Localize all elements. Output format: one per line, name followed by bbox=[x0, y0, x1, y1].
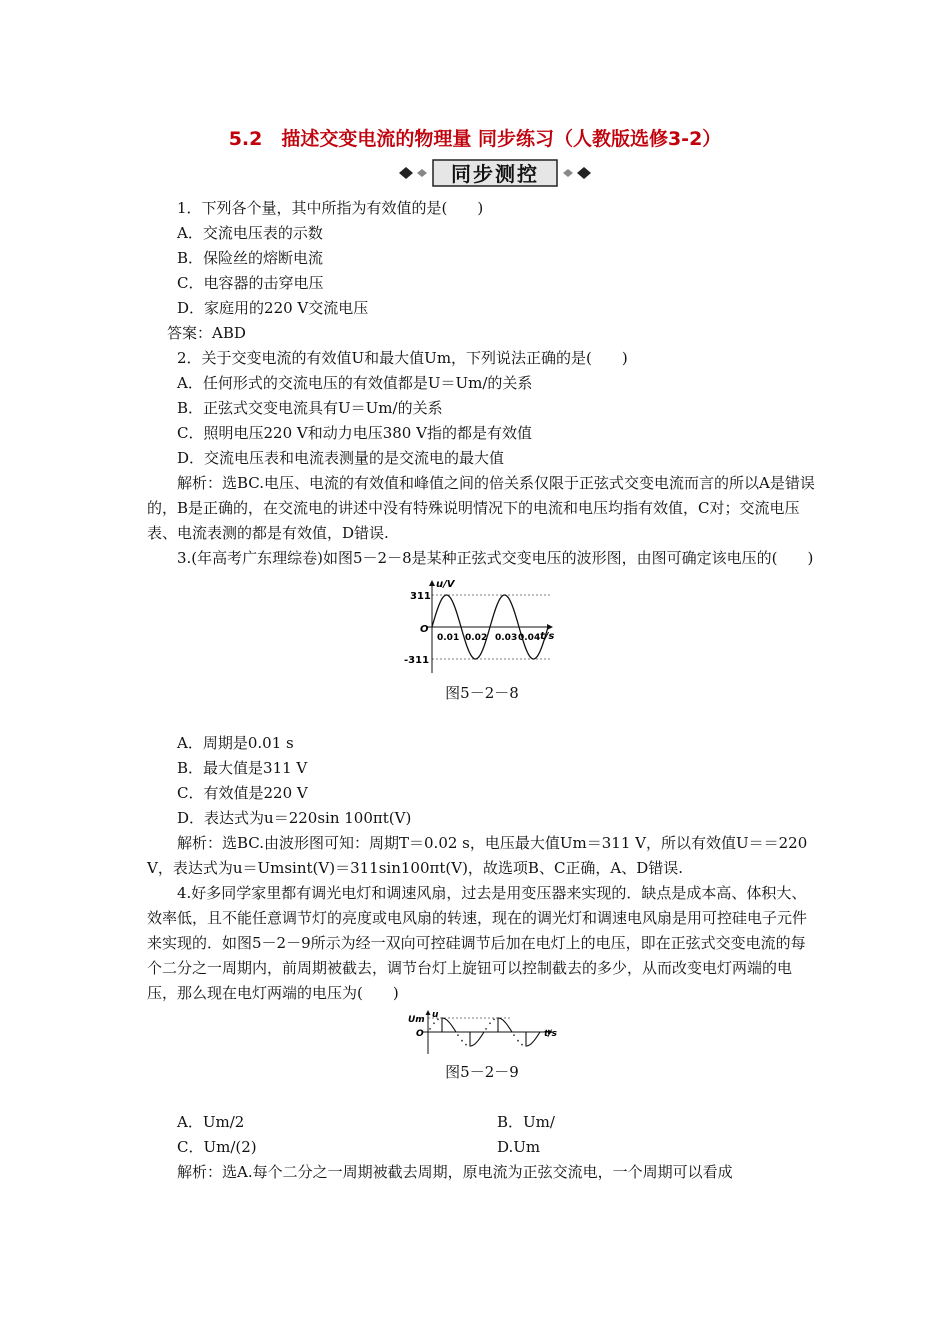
figure-5-2-9 bbox=[147, 1008, 817, 1056]
q3-option-d: D．表达式为u＝220sin 100πt(V) bbox=[177, 809, 412, 827]
x-tick-0-04: 0.04 bbox=[518, 633, 541, 643]
question-3-stem: 3.(年高考广东理综卷)如图5－2－8是某种正弦式交变电压的波形图，由图可确定该电压的( ) bbox=[177, 549, 814, 567]
y-min-label: -311 bbox=[404, 655, 430, 666]
removed-part-dot bbox=[517, 1040, 519, 1042]
q2-option-a: A．任何形式的交流电压的有效值都是U＝Um/的关系 bbox=[177, 374, 533, 392]
fig2-origin-label: O bbox=[416, 1029, 424, 1039]
q2-option-c: C．照明电压220 V和动力电压380 V指的都是有效值 bbox=[177, 424, 532, 442]
q1-option-b: B．保险丝的熔断电流 bbox=[177, 249, 324, 267]
x-tick-0-01: 0.01 bbox=[437, 633, 460, 643]
fig2-y-axis-label: u bbox=[432, 1010, 439, 1020]
q1-answer: 答案：ABD bbox=[167, 324, 246, 342]
q4-options-row-1 bbox=[147, 1110, 817, 1135]
section-banner bbox=[395, 158, 595, 188]
fig2-x-axis-label: t/s bbox=[544, 1029, 557, 1039]
y-max-label: 311 bbox=[410, 591, 431, 602]
removed-part-dot bbox=[521, 1044, 523, 1046]
q3-analysis: 解析：选BC.由波形图可知：周期T＝0.02 s，电压最大值Um＝311 V，所以有效值U＝＝220 V，表达式为u＝Umsint(V)＝311sin100πt(V)，故选项B、C正确，A、D错误. bbox=[147, 834, 808, 877]
q1-option-c: C．电容器的击穿电压 bbox=[177, 274, 324, 292]
fig2-um-label: Um bbox=[408, 1015, 425, 1025]
figure-5-2-9-caption: 图5－2－9 bbox=[445, 1063, 519, 1081]
question-1-stem: 1．下列各个量，其中所指为有效值的是( ) bbox=[177, 199, 484, 217]
removed-part-dot bbox=[513, 1034, 515, 1036]
q4-option-a: A．Um/2 bbox=[177, 1113, 245, 1131]
q4-options-row-2 bbox=[147, 1135, 817, 1160]
q1-option-a: A．交流电压表的示数 bbox=[177, 224, 323, 242]
q4-option-c: C．Um/(2) bbox=[177, 1138, 257, 1156]
q2-analysis: 解析：选BC.电压、电流的有效值和峰值之间的倍关系仅限于正弦式交变电流而言的所以A是错误的，B是正确的，在交流电的讲述中没有特殊说明情况下的电流和电压均指有效值，C对；交流电压表、电流表测的都是有效值，D错误. bbox=[147, 474, 815, 542]
document-body bbox=[147, 196, 817, 1185]
page-title: 5.2 描述交变电流的物理量 同步练习（人教版选修3-2） bbox=[228, 128, 722, 150]
x-axis-label: t/s bbox=[540, 631, 555, 642]
q4-option-b: B．Um/ bbox=[497, 1113, 555, 1131]
figure-5-2-8-caption: 图5－2－8 bbox=[445, 684, 519, 702]
banner-text: 同步测控 bbox=[451, 161, 539, 186]
q2-option-d: D．交流电压表和电流表测量的是交流电的最大值 bbox=[177, 449, 505, 467]
removed-part-dot bbox=[489, 1022, 491, 1024]
sine-wave-graph bbox=[402, 577, 562, 677]
y-axis-label: u/V bbox=[436, 579, 455, 590]
question-4-stem: 4.好多同学家里都有调光电灯和调速风扇，过去是用变压器来实现的．缺点是成本高、体积大、效率低，且不能任意调节灯的亮度或电风扇的转速，现在的调光灯和调速电风扇是用可控硅电子元件来实现的．如图5－2－9所示为经一双向可控硅调节后加在电灯上的电压，即在正弦式交变电流的每个二分之一周期内，前周期被截去，调节台灯上旋钮可以控制截去的多少，从而改变电灯两端的电压，那么现在电灯两端的电压为( ) bbox=[147, 884, 808, 1002]
figure-5-2-8 bbox=[147, 577, 817, 677]
q3-option-a: A．周期是0.01 s bbox=[177, 734, 294, 752]
origin-label: O bbox=[420, 624, 429, 635]
q2-option-b: B．正弦式交变电流具有U＝Um/的关系 bbox=[177, 399, 443, 417]
removed-part-dot bbox=[461, 1040, 463, 1042]
x-tick-0-02: 0.02 bbox=[465, 633, 488, 643]
q1-option-d: D．家庭用的220 V交流电压 bbox=[177, 299, 369, 317]
question-2-stem: 2．关于交变电流的有效值U和最大值Um，下列说法正确的是( ) bbox=[177, 349, 628, 367]
removed-part-dot bbox=[433, 1022, 435, 1024]
chopped-wave-graph bbox=[402, 1008, 562, 1056]
removed-part-dot bbox=[485, 1028, 487, 1030]
removed-part-dot bbox=[429, 1028, 431, 1030]
removed-part-dot bbox=[457, 1034, 459, 1036]
removed-part-dot bbox=[465, 1044, 467, 1046]
removed-part-dot bbox=[493, 1019, 495, 1021]
q3-option-c: C．有效值是220 V bbox=[177, 784, 308, 802]
q4-analysis: 解析：选A.每个二分之一周期被截去周期，原电流为正弦交流电，一个周期可以看成 bbox=[177, 1163, 733, 1181]
x-tick-0-03: 0.03 bbox=[495, 633, 518, 643]
q4-option-d: D.Um bbox=[497, 1138, 541, 1156]
q3-option-b: B．最大值是311 V bbox=[177, 759, 308, 777]
